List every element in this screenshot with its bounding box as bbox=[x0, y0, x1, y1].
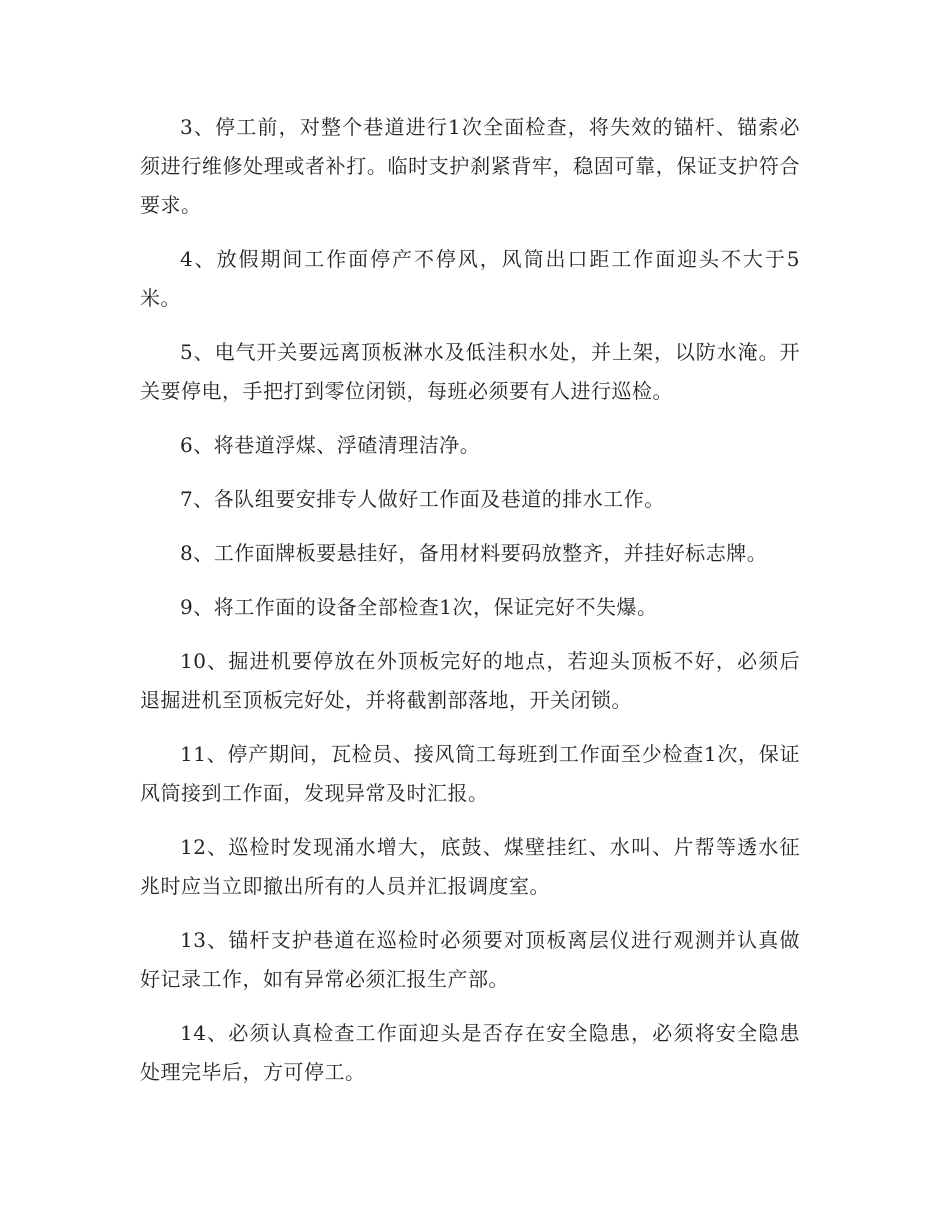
paragraph-item-5: 5、电气开关要远离顶板淋水及低洼积水处，并上架，以防水淹。开关要停电，手把打到零位闭锁，每班必须要有人进行巡检。 bbox=[140, 340, 800, 403]
paragraph-item-12: 12、巡检时发现涌水增大，底鼓、煤壁挂红、水叫、片帮等透水征兆时应当立即撤出所有的人员并汇报调度室。 bbox=[140, 835, 800, 898]
document-body bbox=[140, 108, 800, 1092]
paragraph-item-9: 9、将工作面的设备全部检查1次，保证完好不失爆。 bbox=[180, 595, 658, 619]
paragraph-item-11: 11、停产期间，瓦检员、接风筒工每班到工作面至少检查1次，保证风筒接到工作面，发现异常及时汇报。 bbox=[140, 742, 800, 805]
paragraph-item-8: 8、工作面牌板要悬挂好，备用材料要码放整齐，并挂好标志牌。 bbox=[180, 541, 768, 565]
paragraph-item-7: 7、各队组要安排专人做好工作面及巷道的排水工作。 bbox=[180, 487, 665, 511]
paragraph-item-13: 13、锚杆支护巷道在巡检时必须要对顶板离层仪进行观测并认真做好记录工作，如有异常必须汇报生产部。 bbox=[140, 928, 800, 991]
paragraph-item-4: 4、放假期间工作面停产不停风，风筒出口距工作面迎头不大于5米。 bbox=[140, 247, 800, 310]
paragraph-item-6: 6、将巷道浮煤、浮碴清理洁净。 bbox=[180, 433, 481, 457]
paragraph-item-14: 14、必须认真检查工作面迎头是否存在安全隐患，必须将安全隐患处理完毕后，方可停工。 bbox=[140, 1021, 800, 1084]
paragraph-item-10: 10、掘进机要停放在外顶板完好的地点，若迎头顶板不好，必须后退掘进机至顶板完好处，并将截割部落地，开关闭锁。 bbox=[140, 649, 800, 712]
paragraph-item-3: 3、停工前，对整个巷道进行1次全面检查，将失效的锚杆、锚索必须进行维修处理或者补打。临时支护刹紧背牢，稳固可靠，保证支护符合要求。 bbox=[140, 115, 800, 217]
